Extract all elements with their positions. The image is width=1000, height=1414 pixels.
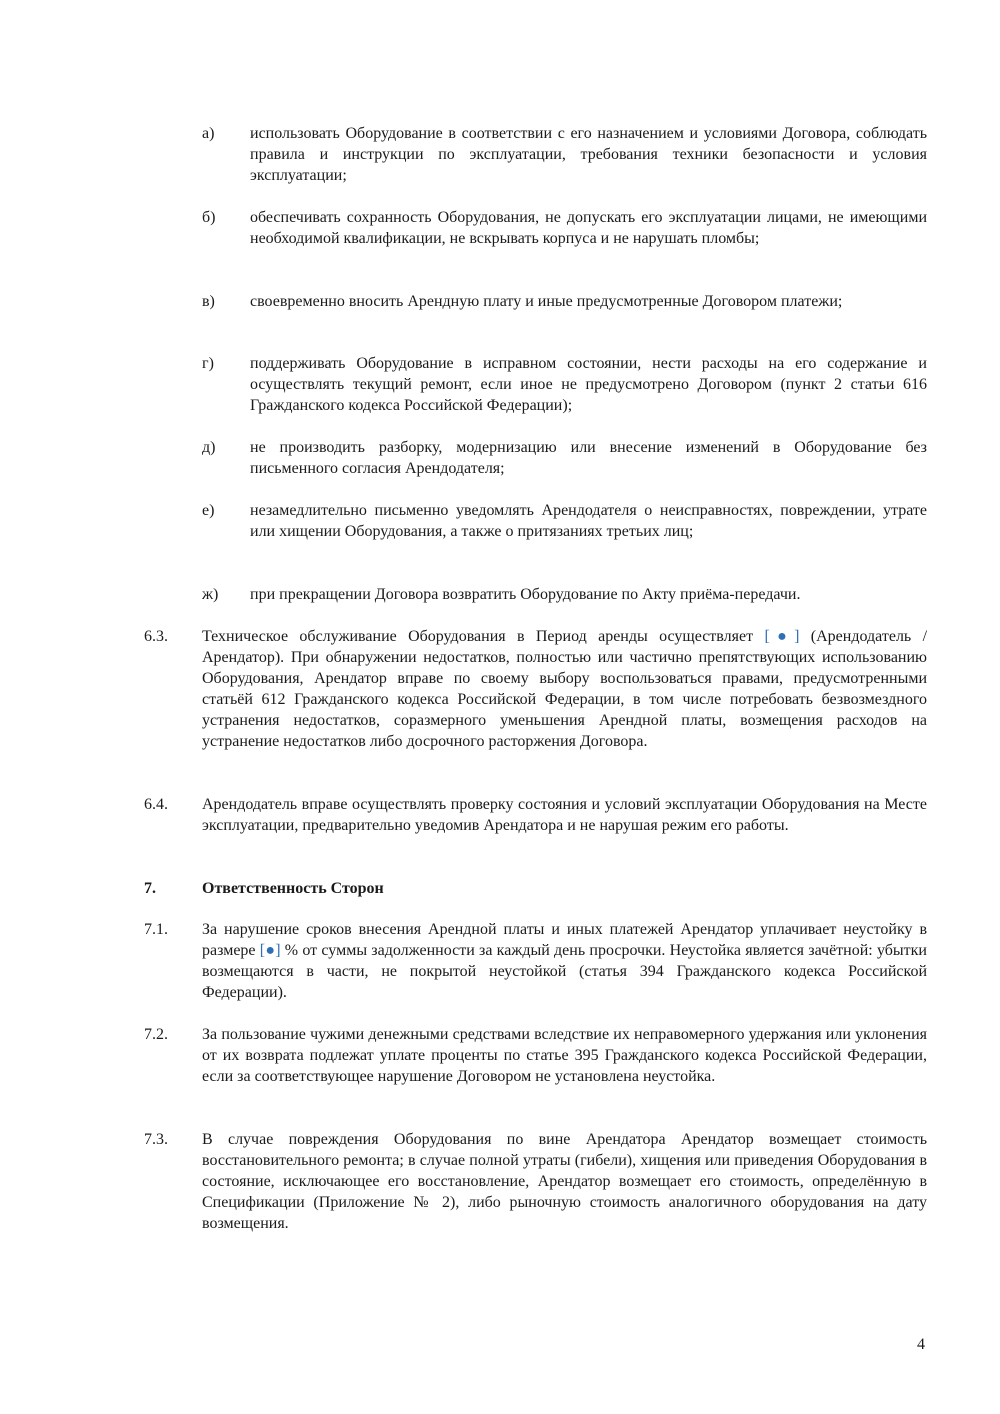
clause-text: В случае повреждения Оборудования по вине Арендатора Арендатор возмещает стоимость восстановительного ремонта; в случае полной утраты (гибели), хищения или приведения Оборудования в состояние, исключающее его восстановление, Арендатор возмещает его стоимость, определённую в Спецификации (Приложение № 2), либо рыночную стоимость аналогичного оборудования на дату возмещения. xyxy=(202,1131,927,1232)
subitem-a xyxy=(202,123,927,186)
subitem-text: незамедлительно письменно уведомлять Арендодателя о неисправностях, повреждении, утрате или хищении Оборудования, а также о притязаниях третьих лиц; xyxy=(250,502,927,540)
clause-text-part: За нарушение сроков внесения Арендной платы и иных платежей Арендатор уплачивает неустойку в размере xyxy=(202,921,927,959)
subitem-text: своевременно вносить Арендную плату и иные предусмотренные Договором платежи; xyxy=(250,293,843,310)
subitem-label: г) xyxy=(202,355,214,372)
page-number: 4 xyxy=(917,1336,925,1353)
subitem-label: а) xyxy=(202,125,215,142)
clause-text: За пользование чужими денежными средствами вследствие их неправомерного удержания или уклонения от их возврата подлежат уплате проценты по статье 395 Гражданского кодекса Российской Федерации, если за соответствующее нарушение Договором не установлена неустойка. xyxy=(202,1026,927,1085)
subitem-label: ж) xyxy=(202,586,219,603)
clause-text: Арендодатель вправе осуществлять проверку состояния и условий эксплуатации Оборудования на Месте эксплуатации, предварительно уведомив Арендатора и не нарушая режим его работы. xyxy=(202,796,927,834)
clause-7-2 xyxy=(144,1024,927,1087)
subitem-zh xyxy=(202,584,927,605)
clause-text-part: % от суммы задолженности за каждый день просрочки. Неустойка является зачётной: убытки возмещаются в части, не покрытой неустойкой (статья 394 Гражданского кодекса Российской Федерации). xyxy=(202,942,927,1001)
placeholder-marker: [●] xyxy=(259,942,281,959)
subitem-text: при прекращении Договора возвратить Оборудование по Акту приёма-передачи. xyxy=(250,586,801,603)
clause-number: 7.3. xyxy=(144,1131,168,1148)
subitem-g xyxy=(202,353,927,416)
clause-7-1 xyxy=(144,919,927,1003)
clause-text xyxy=(202,626,927,752)
subitem-text: использовать Оборудование в соответствии с его назначением и условиями Договора, соблюдать правила и инструкции по эксплуатации, требования техники безопасности и условия эксплуатации; xyxy=(250,125,927,184)
section-heading xyxy=(144,878,927,899)
placeholder-marker: [●] xyxy=(764,628,800,645)
subitem-d xyxy=(202,437,927,479)
subitem-e xyxy=(202,500,927,542)
clause-number: 7.2. xyxy=(144,1026,168,1043)
clause-number: 6.3. xyxy=(144,628,168,645)
clause-number: 7.1. xyxy=(144,921,168,938)
clause-text-part: (Арендодатель / Арендатор). При обнаружении недостатков, полностью или частично препятствующих использованию Оборудования, Арендатор вправе по своему выбору воспользоваться правами, предусмотренными статьёй 612 Гражданского кодекса Российской Федерации, в том числе потребовать безвозмездного устранения недостатков, соразмерного уменьшения Арендной платы, возмещения расходов на устранение недостатков либо досрочного расторжения Договора. xyxy=(202,628,928,750)
subitem-v xyxy=(202,291,927,312)
subitem-text: не производить разборку, модернизацию или внесение изменений в Оборудование без письменного согласия Арендодателя; xyxy=(250,439,927,477)
subitem-text: поддерживать Оборудование в исправном состоянии, нести расходы на его содержание и осуществлять текущий ремонт, если иное не предусмотрено Договором (пункт 2 статьи 616 Гражданского кодекса Российской Федерации); xyxy=(250,355,927,414)
subitem-text: обеспечивать сохранность Оборудования, не допускать его эксплуатации лицами, не имеющими необходимой квалификации, не вскрывать корпуса и не нарушать пломбы; xyxy=(250,209,927,247)
subitem-label: е) xyxy=(202,502,215,519)
subitem-b xyxy=(202,207,927,249)
clause-number: 6.4. xyxy=(144,796,168,813)
clause-text-part: Техническое обслуживание Оборудования в Период аренды осуществляет xyxy=(202,628,765,645)
clause-text xyxy=(202,919,927,1003)
clause-7-3 xyxy=(144,1129,927,1234)
subitem-label: в) xyxy=(202,293,215,310)
section-title: Ответственность Сторон xyxy=(202,880,384,897)
subitem-label: д) xyxy=(202,439,216,456)
subitem-label: б) xyxy=(202,209,216,226)
clause-6-4 xyxy=(144,794,927,836)
section-number: 7. xyxy=(144,880,156,897)
clause-6-3 xyxy=(144,626,927,752)
